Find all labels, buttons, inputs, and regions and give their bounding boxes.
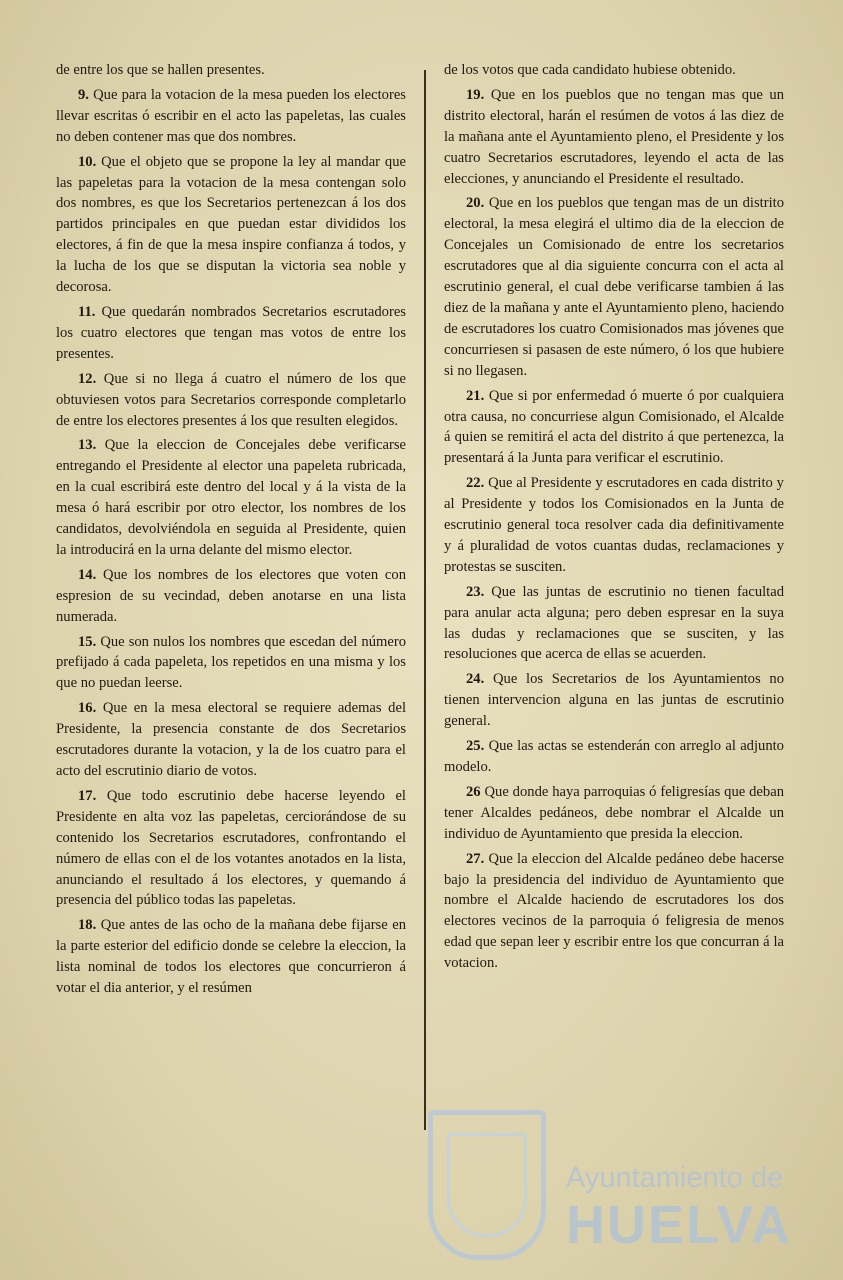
paragraph-number: 14.	[78, 566, 97, 583]
paragraph	[444, 849, 784, 974]
paragraph	[444, 60, 784, 81]
paragraph-text: Que los Secretarios de los Ayuntamientos no tienen intervencion alguna en las juntas de escrutinio general.	[444, 671, 784, 730]
watermark-line1: Ayuntamiento de	[566, 1162, 784, 1194]
paragraph	[444, 782, 784, 845]
paragraph-number: 9.	[78, 86, 89, 103]
paragraph-text: Que los nombres de los electores que voten con espresion de su vecindad, deben anotarse en una lista numerada.	[56, 566, 407, 625]
paragraph-text: Que donde haya parroquias ó feligresías que deban tener Alcaldes pedáneos, debe nombrar el Alcalde un individuo de Ayuntamiento que presida la eleccion.	[444, 783, 784, 842]
paragraph-number: 16.	[78, 700, 97, 717]
paragraph	[444, 582, 784, 666]
paragraph	[56, 85, 406, 148]
paragraph	[56, 632, 406, 695]
paragraph	[56, 786, 406, 911]
paragraph	[444, 386, 784, 470]
paragraph-text: Que para la votacion de la mesa pueden los electores llevar escritas ó escribir en el acto las papeletas, las cuales no deben contener mas que dos nombres.	[56, 86, 406, 145]
paragraph	[444, 473, 784, 578]
paragraph-text: Que en los pueblos que tengan mas de un distrito electoral, la mesa elegirá el ultimo dia de la eleccion de Concejales un Comisionado de entre los secretarios escrutadores que al dia siguiente concurra con el acta al escrutinio general, el cual debe verificarse tambien á las diez de la mañana y ante el Ayuntamiento pleno, haciendo de escrutadores los cuatro Comisionados mas jóvenes que concurriesen si pasasen de este número, ó los que hubiere si no llegasen.	[444, 195, 784, 379]
paragraph-text: Que todo escrutinio debe hacerse leyendo el Presidente en alta voz las papeletas, cerciorándose de su contenido los Secretarios escrutadores, confrontando el número de ellas con el de los votantes anotados en la lista, anunciando el resultado á los electores, y quemando á presencia del público todas las papeletas.	[56, 787, 406, 909]
paragraph-number: 21.	[466, 387, 485, 404]
paragraph	[444, 85, 784, 190]
paragraph-number: 19.	[466, 86, 485, 103]
paragraph-number: 26	[466, 783, 481, 800]
paragraph-text: Que antes de las ocho de la mañana debe fijarse en la parte esterior del edificio donde se celebre la eleccion, la lista nominal de todos los electores que concurrieron á votar el dia anterior, y el resúmen	[56, 917, 406, 997]
paragraph-number: 27.	[466, 850, 485, 867]
shield-inner	[447, 1133, 527, 1237]
paragraph-text: Que quedarán nombrados Secretarios escrutadores los cuatro electores que tengan mas votos de entre los presentes.	[56, 303, 406, 362]
paragraph	[56, 60, 406, 81]
paragraph-text: Que si por enfermedad ó muerte ó por cualquiera otra causa, no concurriese algun Comisionado, el Alcalde á quien se remitirá el acta del distrito á que pertenezca, la presentará á la Junta para verificar el escrutinio.	[444, 387, 784, 467]
paragraph-text: Que la eleccion del Alcalde pedáneo debe hacerse bajo la presidencia del individuo de Ayuntamiento que nombre el Alcalde haciendo de escrutadores los dos electores vecinos de la parroquia ó feligresia de menos edad que sepan leer y escribir entre los que concurran á la votacion.	[444, 850, 784, 972]
paragraph	[56, 302, 406, 365]
paragraph	[56, 565, 406, 628]
paragraph-number: 11.	[78, 303, 96, 320]
paragraph-text: Que las juntas de escrutinio no tienen facultad para anular acta alguna; pero deben espresar en la suya las dudas y reclamaciones que se susciten, y las resoluciones que acerca de ellas se acuerden.	[444, 583, 784, 663]
paragraph-number: 18.	[78, 917, 97, 934]
paragraph-number: 23.	[466, 583, 485, 600]
paragraph-text: Que en la mesa electoral se requiere ademas del Presidente, la presencia constante de dos Secretarios escrutadores durante la votacion, y la de los cuatro para el acto del escrutinio diario de votos.	[56, 700, 406, 779]
paragraph-number: 12.	[78, 370, 97, 387]
column-divider	[424, 70, 426, 1130]
paragraph-text: Que al Presidente y escrutadores en cada distrito y al Presidente y todos los Comisionados en la Junta de escrutinio general toca resolver cada dia definitivamente y á pluralidad de votos cuantas dudas, reclamaciones y protestas se susciten.	[444, 475, 784, 575]
paragraph-text: Que son nulos los nombres que escedan del número prefijado á cada papeleta, los repetidos en una misma y los que no puedan leerse.	[56, 633, 406, 692]
watermark	[428, 1092, 792, 1272]
paragraph-text: Que la eleccion de Concejales debe verificarse entregando el Presidente al elector una papeleta rubricada, en la cual escribirá este dentro del local y á la vista de la mesa ó hará escribir por otro elector, los nombres de los candidatos, devolviéndola en seguida al Presidente, quien la introducirá en la urna delante del mismo elector.	[56, 437, 406, 558]
paragraph-text: de entre los que se hallen presentes.	[56, 62, 265, 78]
paragraph	[444, 193, 784, 381]
watermark-line2: HUELVA	[566, 1195, 792, 1255]
paragraph-number: 15.	[78, 633, 97, 650]
paragraph-number: 25.	[466, 738, 485, 755]
paragraph	[56, 915, 406, 999]
paragraph-number: 20.	[466, 195, 485, 212]
paragraph-number: 24.	[466, 671, 485, 688]
paragraph-number: 10.	[78, 153, 97, 170]
paragraph-text: Que el objeto que se propone la ley al mandar que las papeletas para la votacion de la mesa contengan solo dos nombres, es que los Secretarios pertenezcan á los dos partidos principales en que puedan estar divididos los electores, á fin de que la mesa inspire confianza á todos, y la lucha de los que se disputan la victoria sea noble y decorosa.	[56, 153, 406, 296]
paragraph	[56, 369, 406, 432]
paragraph-text: de los votos que cada candidato hubiese obtenido.	[444, 62, 736, 78]
left-column	[56, 60, 406, 1003]
coat-of-arms-icon	[428, 1110, 546, 1260]
paragraph	[56, 698, 406, 782]
paragraph-text: Que las actas se estenderán con arreglo al adjunto modelo.	[444, 738, 784, 775]
paragraph	[444, 736, 784, 778]
right-column	[444, 60, 784, 978]
paragraph-number: 22.	[466, 475, 485, 492]
paragraph	[56, 435, 406, 560]
paragraph	[444, 669, 784, 732]
paragraph-text: Que si no llega á cuatro el número de los que obtuviesen votos para Secretarios corresponde completarlo de entre los electores presentes á los que resulten elegidos.	[56, 370, 406, 429]
paragraph	[56, 152, 406, 298]
paragraph-number: 17.	[78, 787, 97, 804]
paragraph-number: 13.	[78, 437, 97, 454]
paragraph-text: Que en los pueblos que no tengan mas que un distrito electoral, harán el resúmen de votos á las diez de la mañana ante el Ayuntamiento pleno, el Presidente y los cuatro Secretarios escrutadores, leyendo el acta de las elecciones, y anunciando el Presidente el resultado.	[444, 86, 785, 187]
